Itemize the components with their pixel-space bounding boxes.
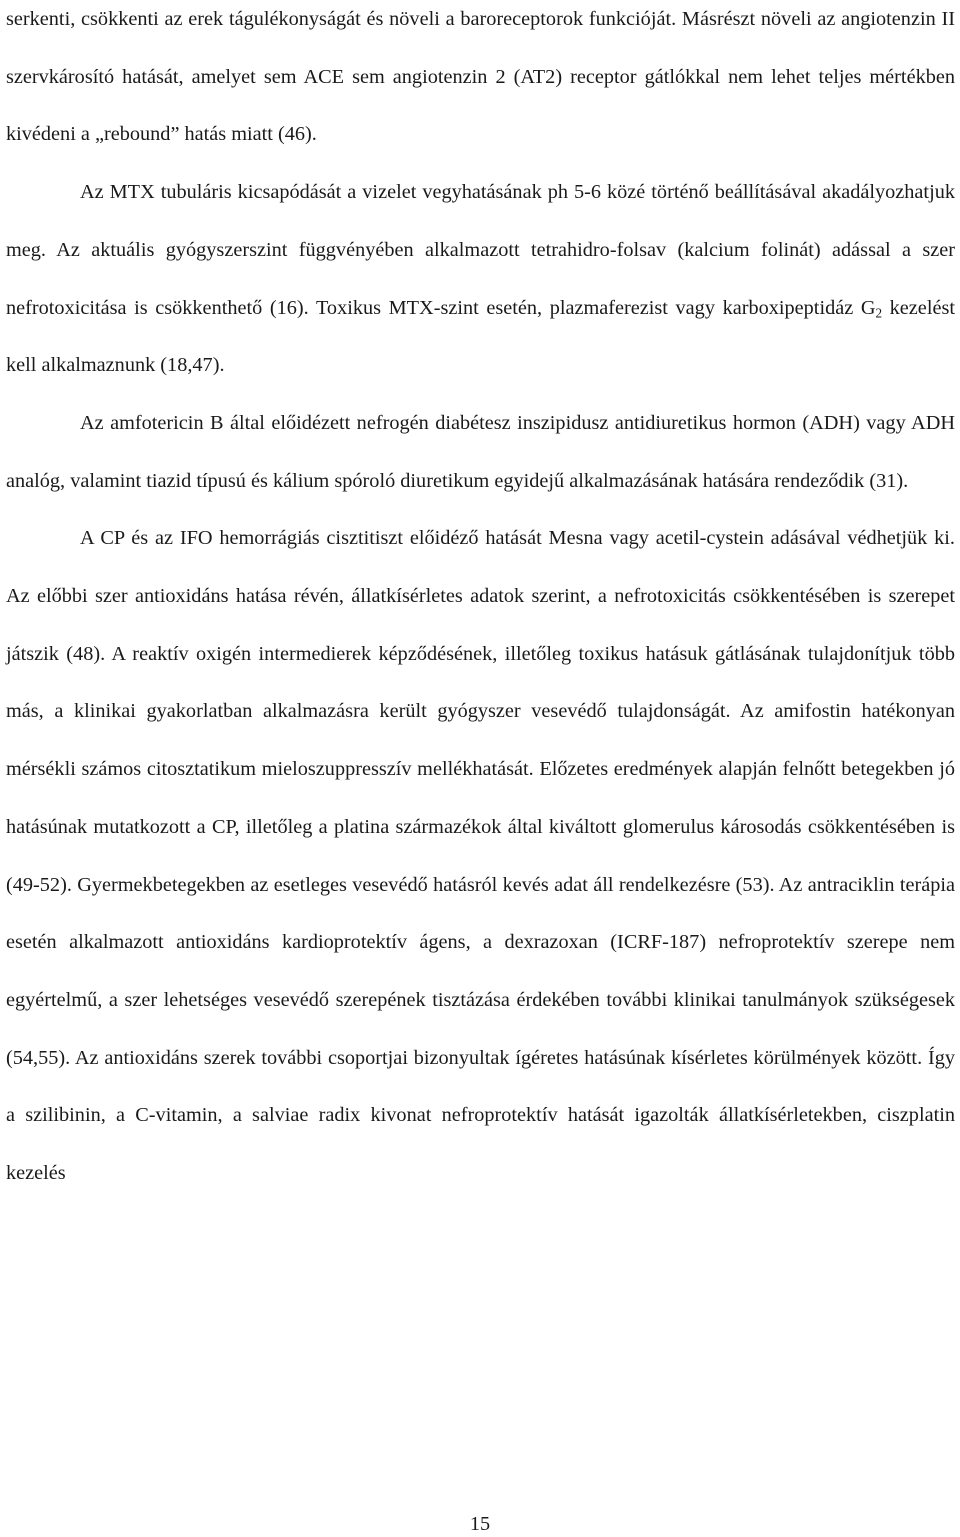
- paragraph-text: serkenti, csökkenti az erek tágulékonyságát és növeli a baroreceptorok funkcióját. Másrészt növeli az angiotenzin II szervkárosító hatását, amelyet sem ACE sem angiotenzin 2 (AT2) receptor gátlókkal nem lehet teljes mértékben kivédeni a „rebound” hatás miatt (46).: [6, 8, 955, 146]
- body-text: [6, 0, 955, 1203]
- paragraph-text: Az amfotericin B által előidézett nefrogén diabétesz inszipidusz antidiuretikus hormon (ADH) vagy ADH analóg, valamint tiazid típusú és kálium spóroló diuretikum egyidejű alkalmazásának hatására rendeződik (31).: [6, 411, 955, 492]
- subscript-text: 2: [875, 304, 883, 320]
- paragraph-text: kezelést kell alkalmaznunk (18,47).: [6, 296, 955, 377]
- paragraph: [6, 510, 955, 1202]
- paragraph: [6, 395, 955, 510]
- paragraph-text: A CP és az IFO hemorrágiás cisztitiszt előidéző hatását Mesna vagy acetil-cystein adásával védhetjük ki. Az előbbi szer antioxidáns hatása révén, állatkísérletes adatok szerint, a nefrotoxicitás csökkentésében is szerepet játszik (48). A reaktív oxigén intermedierek képződésének, illetőleg toxikus hatásuk gátlásának tulajdonítjuk több más, a klinikai gyakorlatban alkalmazásra került gyógyszer vesevédő tulajdonságát. Az amifostin hatékonyan mérsékli számos citosztatikum mieloszuppresszív mellékhatását. Előzetes eredmények alapján felnőtt betegekben jó hatásúnak mutatkozott a CP, illetőleg a platina származékok által kiváltott glomerulus károsodás csökkentésében is (49-52). Gyermekbetegekben az esetleges vesevédő hatásról kevés adat áll rendelkezésre (53). Az antraciklin terápia esetén alkalmazott antioxidáns kardioprotektív ágens, a dexrazoxan (ICRF-187) nefroprotektív szerepe nem egyértelmű, a szer lehetséges vesevédő szerepének tisztázása érdekében további klinikai tanulmányok szükségesek (54,55). Az antioxidáns szerek további csoportjai bizonyultak ígéretes hatásúnak kísérletes körülmények között. Így a szilibinin, a C-vitamin, a salviae radix kivonat nefroprotektív hatását igazolták állatkísérletekben, ciszplatin kezelés: [6, 527, 955, 1185]
- paragraph: [6, 164, 955, 395]
- paragraph: [6, 0, 955, 164]
- paragraph-text: Az MTX tubuláris kicsapódását a vizelet vegyhatásának ph 5-6 közé történő beállításával akadályozhatjuk meg. Az aktuális gyógyszerszint függvényében alkalmazott tetrahidro-folsav (kalcium folinát) adással a szer nefrotoxicitása is csökkenthető (16). Toxikus MTX-szint esetén, plazmaferezist vagy karboxipeptidáz G: [6, 181, 955, 319]
- page-number: 15: [469, 1513, 491, 1535]
